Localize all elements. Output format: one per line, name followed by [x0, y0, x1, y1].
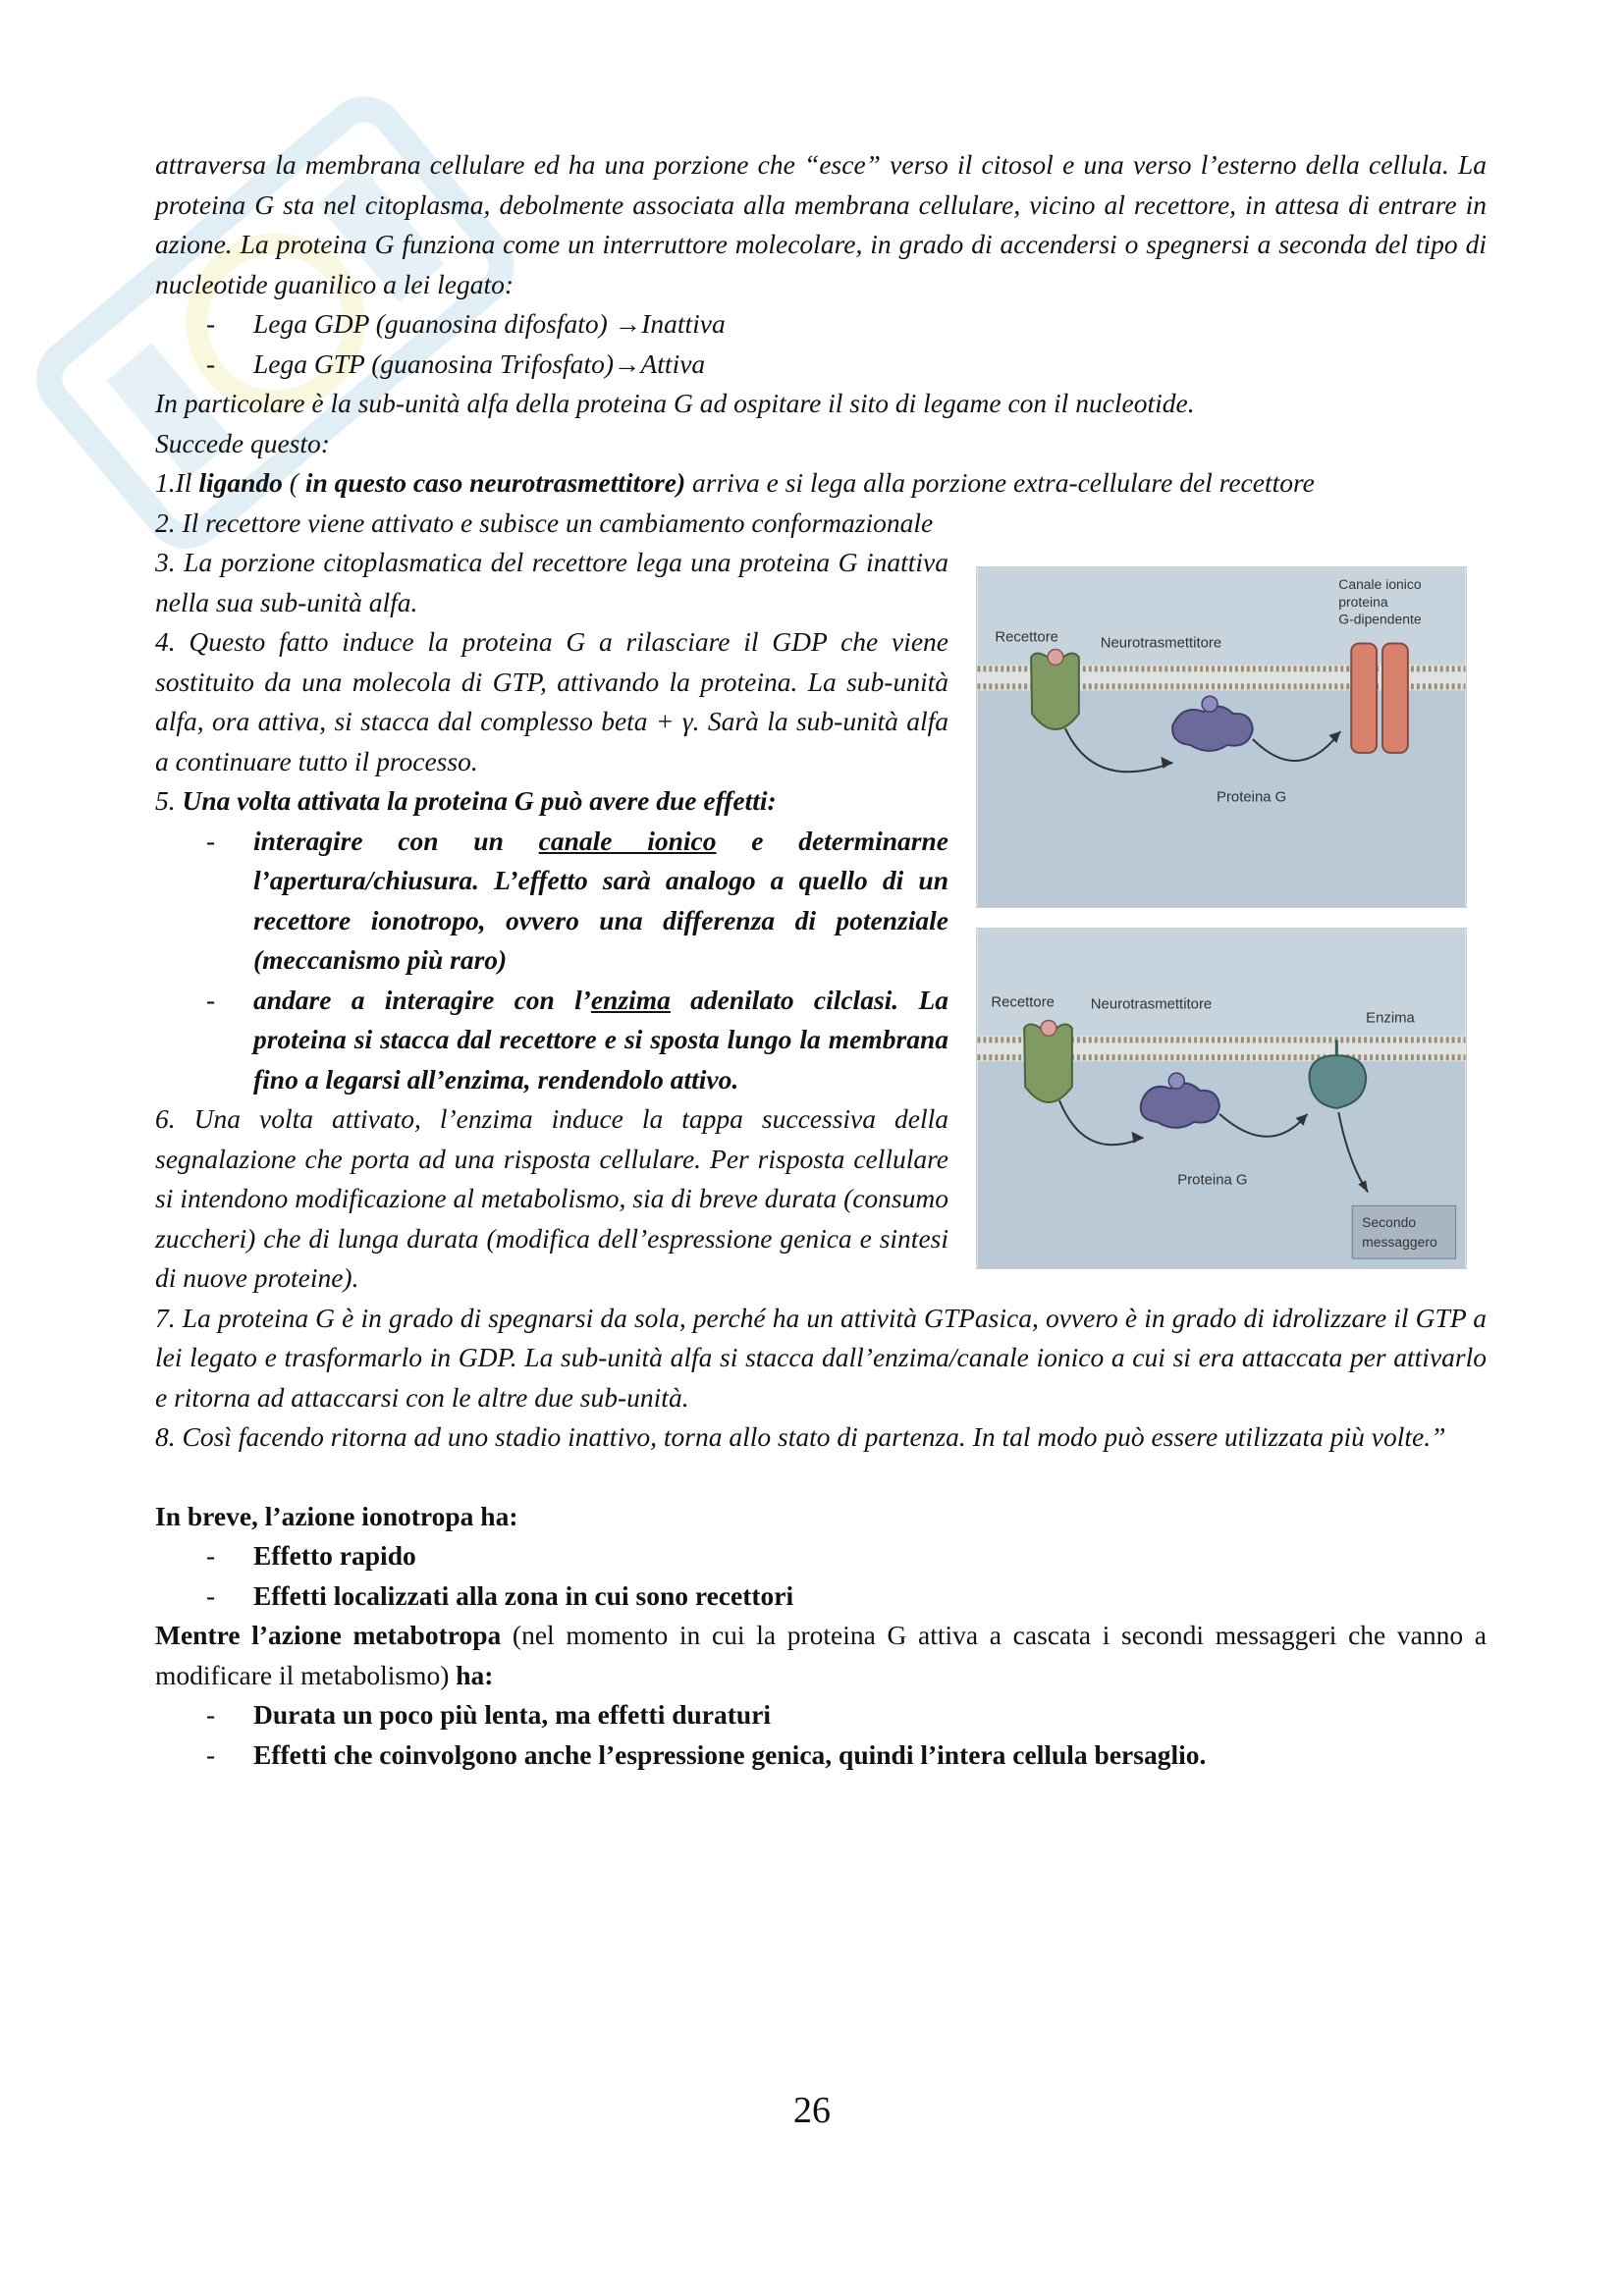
gdp-text: Lega GDP (guanosina difosfato)	[253, 308, 615, 339]
intro-paragraph: attraversa la membrana cellulare ed ha una porzione che “esce” verso il citosol e una verso l’esterno della cellula. La proteina G sta nel citoplasma, debolmente associata alla membrana cellulare, vicino al recettore, in attesa di entrare in azione. La proteina G funziona come un interruttore molecolare, in grado di accendersi o spegnersi a seconda del tipo di nucleotide guanilico a lei legato:	[155, 149, 1487, 299]
iono-item-1: Effetto rapido	[253, 1540, 416, 1571]
alpha-paragraph: In particolare è la sub-unità alfa della proteina G ad ospitare il sito di legame con il nucleotide.	[155, 388, 1195, 418]
label-canale-3: G-dipendente	[1338, 611, 1422, 627]
list-item	[155, 1576, 1487, 1617]
list-item	[155, 1536, 1487, 1576]
label-messaggero: messaggero	[1362, 1234, 1437, 1251]
neurotransmitter-dot	[1041, 1020, 1056, 1036]
g-protein-shape	[1141, 1084, 1219, 1128]
label-canale-2: proteina	[1338, 593, 1388, 610]
dash-bullet: -	[206, 1540, 216, 1571]
dash-bullet: -	[206, 1699, 216, 1730]
label-recettore: Recettore	[995, 629, 1058, 646]
list-item	[155, 345, 1487, 385]
list-item: - andare a interagire con l’enzima adenilato cilclasi. La proteina si stacca dal recettore e si sposta lungo la membrana fino a legarsi all’enzima, rendendolo attivo.	[155, 981, 948, 1100]
dash-bullet: -	[206, 1738, 216, 1770]
succede-line: Succede questo:	[155, 427, 330, 458]
step-6: 6. Una volta attivato, l’enzima induce la tappa successiva della segnalazione che porta ad una risposta cellulare. Per risposta cellulare si intendono modificazione al metabolismo, sia di breve durata (consumo zuccheri) che di lunga durata (modifica dell’espressione genica e sintesi di nuove proteine).	[155, 1103, 948, 1293]
figure-enzyme	[976, 928, 1467, 1269]
enzima-link[interactable]: enzima	[590, 984, 671, 1015]
iono-item-2: Effetti localizzati alla zona in cui sono recettori	[253, 1579, 794, 1611]
list-item	[155, 1735, 1487, 1776]
inactive-label: Inattiva	[641, 308, 726, 339]
metabo-item-2: Effetti che coinvolgono anche l’espressione genica, quindi l’intera cellula bersaglio.	[253, 1738, 1207, 1770]
metabotropic-paragraph: Mentre l’azione metabotropa (nel momento in cui la proteina G attiva a cascata i secondi messaggeri che vanno a modificare il metabolismo) ha:	[155, 1620, 1487, 1690]
list-item	[155, 1695, 1487, 1735]
ligando-term: ligando	[198, 467, 283, 498]
dash-bullet: -	[206, 347, 216, 379]
g-protein-dot	[1168, 1073, 1184, 1089]
label-proteina-g: Proteina G	[1177, 1172, 1248, 1189]
list-item: - interagire con un canale ionico e determinarne l’apertura/chiusura. L’effetto sarà analogo a quello di un recettore ionotropo, ovvero una differenza di potenziale (meccanismo più raro)	[155, 822, 948, 981]
step-4: 4. Questo fatto induce la proteina G a rilasciare il GDP che viene sostituito da una molecola di GTP, attivando la proteina. La sub-unità alfa, ora attiva, si stacca dal complesso beta + γ. Sarà la sub-unità alfa a continuare tutto il processo.	[155, 626, 948, 776]
active-label: Attiva	[640, 347, 706, 379]
neurotransmitter-term: in questo caso neurotrasmettitore)	[304, 467, 686, 498]
figure-ion-channel	[976, 566, 1467, 908]
label-neurotrasmettitore: Neurotrasmettitore	[1100, 635, 1222, 652]
neurotransmitter-dot	[1048, 650, 1063, 666]
metabo-item-1: Durata un poco più lenta, ma effetti duraturi	[253, 1699, 772, 1730]
dash-bullet: -	[206, 825, 216, 856]
step-3: 3. La porzione citoplasmatica del recettore lega una proteina G inattiva nella sua sub-unità alfa.	[155, 547, 948, 617]
dash-bullet: -	[206, 308, 216, 339]
step-7: 7. La proteina G è in grado di spegnarsi da sola, perché ha un attività GTPasica, ovvero è in grado di idrolizzare il GTP a lei legato e trasformarlo in GDP. La sub-unità alfa si stacca dall’enzima/canale ionico a cui si era attaccata per attivarlo e ritorna ad attaccarsi con le altre due sub-unità.	[155, 1302, 1487, 1413]
steps-column	[155, 543, 948, 1299]
arrow-right-icon: →	[613, 347, 641, 379]
label-canale-1: Canale ionico	[1338, 575, 1422, 592]
step-2: 2. Il recettore viene attivato e subisce un cambiamento conformazionale	[155, 507, 934, 538]
dash-bullet: -	[206, 984, 216, 1015]
figures-column	[976, 543, 1467, 1269]
arrow-right-icon: →	[614, 308, 642, 339]
canale-ionico-link[interactable]: canale ionico	[538, 825, 717, 856]
label-neurotrasmettitore: Neurotrasmettitore	[1090, 996, 1213, 1013]
steps-with-figures	[155, 543, 1487, 1299]
g-protein-shape	[1172, 707, 1253, 751]
step-5: 5. Una volta attivata la proteina G può avere due effetti:	[155, 785, 777, 816]
label-proteina-g: Proteina G	[1217, 789, 1287, 806]
gtp-text: Lega GTP (guanosina Trifosfato)	[253, 347, 614, 379]
step-1: 1.Il ligando ( in questo caso neurotrasmettitore) arriva e si lega alla porzione extra-cellulare del recettore	[155, 467, 1315, 498]
step-8: 8. Così facendo ritorna ad uno stadio inattivo, torna allo stato di partenza. In tal modo può essere utilizzata più volte.”	[155, 1421, 1446, 1452]
label-secondo: Secondo	[1362, 1214, 1417, 1231]
summary-heading: In breve, l’azione ionotropa ha:	[155, 1500, 518, 1531]
page-number: 26	[793, 2090, 831, 2131]
g-protein-dot	[1202, 696, 1218, 712]
list-item	[155, 304, 1487, 345]
page-content	[155, 145, 1487, 1775]
label-enzima: Enzima	[1366, 1010, 1415, 1027]
label-recettore: Recettore	[991, 994, 1055, 1011]
dash-bullet: -	[206, 1579, 216, 1611]
